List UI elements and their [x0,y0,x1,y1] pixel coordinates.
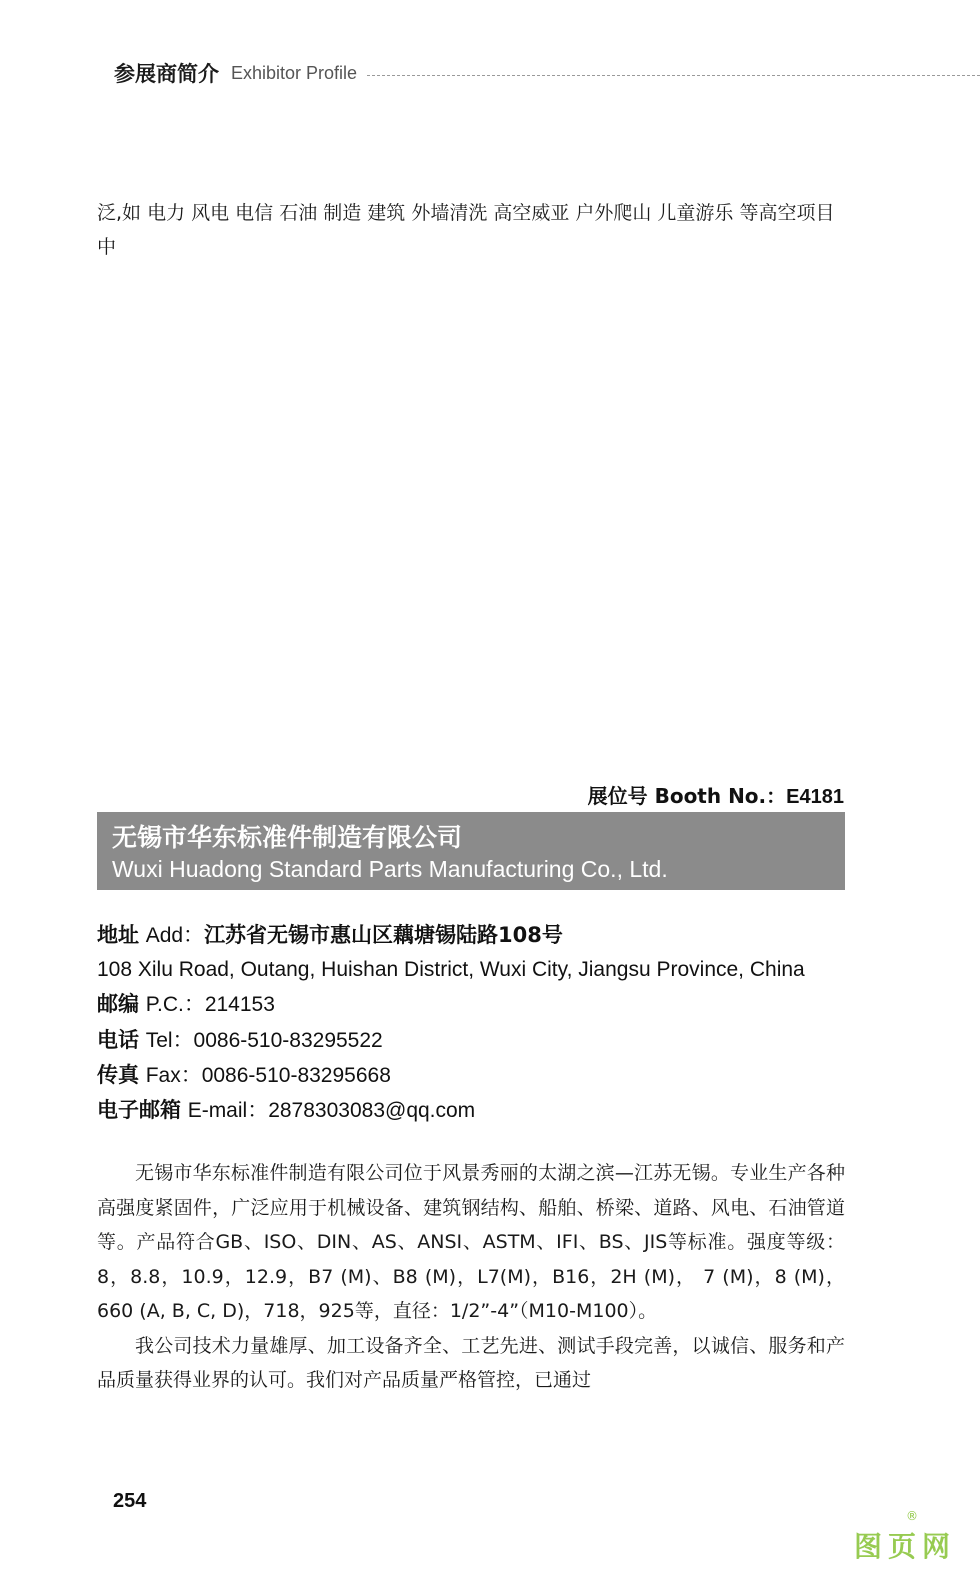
fax-en-label: Fax： [145,1063,202,1087]
fax-value: 0086-510-83295668 [201,1063,391,1087]
booth-label: 展位号 Booth No.： [587,784,787,808]
tel-line [97,1023,847,1058]
section-title-cn: 参展商简介 [114,62,219,86]
booth-number [588,780,844,809]
address-en: 108 Xilu Road, Outang, Huishan District, Wuxi City, Jiangsu Province, China [97,958,805,982]
address-en-label: Add： [145,924,205,947]
previous-entry-fragment: 泛,如 电力 风电 电信 石油 制造 建筑 外墙清洗 高空威亚 户外爬山 儿童游乐 等高空项目中 [97,202,835,258]
contact-block [97,918,847,1128]
tel-label: 电话 [97,1027,139,1052]
registered-mark: ® [906,1509,918,1523]
section-title-en: Exhibitor Profile [231,62,358,83]
page-header [114,56,980,90]
postcode-value: 214153 [204,993,275,1017]
postcode-label: 邮编 [97,992,139,1017]
email-value: 2878303083@qq.com [268,1099,476,1123]
page-number: 254 [113,1490,147,1512]
email-line [97,1093,847,1128]
tel-value: 0086-510-83295522 [193,1028,383,1052]
fax-label: 传真 [97,1062,139,1087]
booth-value: E4181 [786,786,844,808]
company-name-en: Wuxi Huadong Standard Parts Manufacturing Co., Ltd. [112,856,668,882]
company-description [97,1156,845,1398]
description-paragraph-1: 无锡市华东标准件制造有限公司位于风景秀丽的太湖之滨—江苏无锡。专业生产各种高强度紧固件，广泛应用于机械设备、建筑钢结构、船舶、桥梁、道路、风电、石油管道等。产品符合GB、ISO、DIN、AS、ANSI、ASTM、IFI、BS、JIS等标准。强度等级：8，8.8，10.9，12.9，B7 (M)、B8 (M)，L7(M)，B16，2H (M)， 7 (M)，8 (M)， 660 (A, B, C, D)，718，925等，直径：1/2”-4”（M10-M100）。 [97,1162,845,1322]
description-paragraph-2: 我公司技术力量雄厚、加工设备齐全、工艺先进、测试手段完善，以诚信、服务和产品质量获得业界的认可。我们对产品质量严格管控，已通过 [97,1334,845,1391]
postcode-en-label: P.C.： [145,993,205,1017]
tel-en-label: Tel： [145,1028,194,1052]
company-name-cn: 无锡市华东标准件制造有限公司 [112,823,463,852]
company-title-bar [97,812,845,890]
watermark-logo [848,1509,956,1565]
address-line [97,918,847,953]
email-label: 电子邮箱 [97,1098,181,1123]
watermark-text: 图页网 [853,1530,956,1563]
postcode-line [97,987,847,1022]
address-label: 地址 [97,923,139,947]
address-cn: 江苏省无锡市惠山区藕塘锡陆路108号 [204,923,563,947]
fax-line [97,1058,847,1093]
email-en-label: E-mail： [187,1099,269,1123]
header-divider [367,75,980,76]
